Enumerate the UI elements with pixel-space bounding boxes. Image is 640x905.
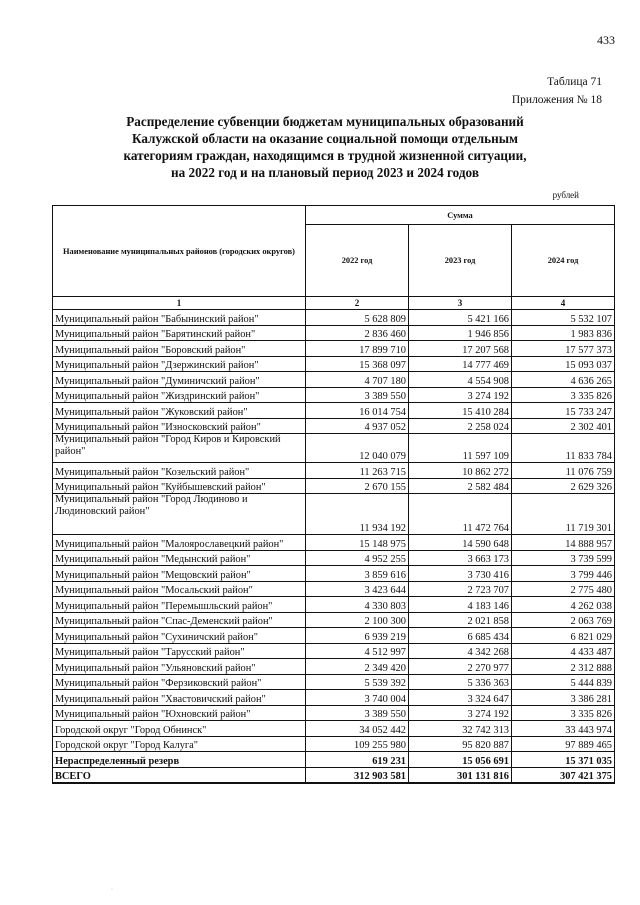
value-2023: 2 258 024 bbox=[409, 418, 512, 434]
value-2023: 14 777 469 bbox=[409, 356, 512, 372]
value-2022: 2 349 420 bbox=[306, 659, 409, 675]
value-2023: 6 685 434 bbox=[409, 628, 512, 644]
row-name: Муниципальный район "Медынский район" bbox=[53, 550, 306, 566]
value-2022: 4 937 052 bbox=[306, 418, 409, 434]
row-name: Городской округ "Город Обнинск" bbox=[53, 721, 306, 737]
table-row bbox=[53, 341, 615, 357]
value-2022: 15 368 097 bbox=[306, 356, 409, 372]
header-name-column: Наименование муниципальных районов (городских округов) bbox=[53, 206, 306, 297]
value-2024: 3 386 281 bbox=[512, 690, 615, 706]
table-row bbox=[53, 705, 615, 721]
column-number: 3 bbox=[409, 297, 512, 310]
value-2022: 3 389 550 bbox=[306, 705, 409, 721]
table-row bbox=[53, 628, 615, 644]
table-row bbox=[53, 736, 615, 752]
row-name: Муниципальный район "Боровский район" bbox=[53, 341, 306, 357]
value-2024: 1 983 836 bbox=[512, 325, 615, 341]
value-2024: 11 833 784 bbox=[512, 434, 615, 463]
value-2022: 619 231 bbox=[306, 752, 409, 768]
value-2022: 109 255 980 bbox=[306, 736, 409, 752]
value-2024: 4 636 265 bbox=[512, 372, 615, 388]
row-name: Муниципальный район "Куйбышевский район" bbox=[53, 478, 306, 494]
value-2023: 15 410 284 bbox=[409, 403, 512, 419]
value-2023: 32 742 313 bbox=[409, 721, 512, 737]
row-name: Муниципальный район "Ферзиковский район" bbox=[53, 674, 306, 690]
table-row bbox=[53, 418, 615, 434]
title-line: Калужской области на оказание социальной помощи отдельным bbox=[131, 131, 519, 146]
value-2023: 3 730 416 bbox=[409, 566, 512, 582]
table-row bbox=[53, 463, 615, 479]
row-name: Муниципальный район "Дзержинский район" bbox=[53, 356, 306, 372]
table-row bbox=[53, 612, 615, 628]
row-name: Городской округ "Город Калуга" bbox=[53, 736, 306, 752]
row-name: Муниципальный район "Мещовский район" bbox=[53, 566, 306, 582]
table-row bbox=[53, 310, 615, 326]
header-year-2024: 2024 год bbox=[512, 225, 615, 297]
value-2024: 11 076 759 bbox=[512, 463, 615, 479]
row-name: Муниципальный район "Жиздринский район" bbox=[53, 387, 306, 403]
row-name: Муниципальный район "Сухиничский район" bbox=[53, 628, 306, 644]
value-2024: 5 532 107 bbox=[512, 310, 615, 326]
row-name: Муниципальный район "Износковский район" bbox=[53, 418, 306, 434]
value-2022: 6 939 219 bbox=[306, 628, 409, 644]
row-name: ВСЕГО bbox=[53, 767, 306, 783]
row-name: Муниципальный район "Жуковский район" bbox=[53, 403, 306, 419]
value-2023: 1 946 856 bbox=[409, 325, 512, 341]
value-2022: 5 628 809 bbox=[306, 310, 409, 326]
value-2024: 15 371 035 bbox=[512, 752, 615, 768]
value-2024: 2 063 769 bbox=[512, 612, 615, 628]
value-2022: 5 539 392 bbox=[306, 674, 409, 690]
table-row bbox=[53, 403, 615, 419]
value-2023: 301 131 816 bbox=[409, 767, 512, 783]
value-2023: 2 270 977 bbox=[409, 659, 512, 675]
table-body bbox=[53, 310, 615, 784]
row-name: Муниципальный район "Козельский район" bbox=[53, 463, 306, 479]
table-row bbox=[53, 674, 615, 690]
value-2024: 17 577 373 bbox=[512, 341, 615, 357]
value-2022: 12 040 079 bbox=[306, 434, 409, 463]
header-sum: Сумма bbox=[306, 206, 615, 225]
appendix-reference: Приложения № 18 bbox=[511, 94, 602, 106]
table-row bbox=[53, 325, 615, 341]
value-2024: 6 821 029 bbox=[512, 628, 615, 644]
value-2023: 2 021 858 bbox=[409, 612, 512, 628]
value-2024: 3 335 826 bbox=[512, 705, 615, 721]
value-2022: 11 934 192 bbox=[306, 494, 409, 535]
value-2023: 11 472 764 bbox=[409, 494, 512, 535]
value-2024: 4 262 038 bbox=[512, 597, 615, 613]
header-year-2023: 2023 год bbox=[409, 225, 512, 297]
value-2022: 4 707 180 bbox=[306, 372, 409, 388]
table-row bbox=[53, 550, 615, 566]
title-line: категориям граждан, находящимся в трудной жизненной ситуации, bbox=[123, 148, 527, 163]
value-2023: 3 663 173 bbox=[409, 550, 512, 566]
page-number: 433 bbox=[597, 33, 615, 47]
scan-mark: · bbox=[111, 887, 113, 893]
value-2024: 2 302 401 bbox=[512, 418, 615, 434]
row-name: Муниципальный район "Бабынинский район" bbox=[53, 310, 306, 326]
value-2023: 10 862 272 bbox=[409, 463, 512, 479]
row-name: Нераспределенный резерв bbox=[53, 752, 306, 768]
value-2023: 3 274 192 bbox=[409, 387, 512, 403]
value-2024: 3 335 826 bbox=[512, 387, 615, 403]
table-row bbox=[53, 659, 615, 675]
value-2022: 15 148 975 bbox=[306, 535, 409, 551]
table-row bbox=[53, 387, 615, 403]
value-2024: 2 312 888 bbox=[512, 659, 615, 675]
row-name: Муниципальный район "Город Людиново и Людиновский район" bbox=[53, 494, 306, 535]
subvention-table bbox=[52, 205, 615, 784]
value-2022: 312 903 581 bbox=[306, 767, 409, 783]
value-2022: 3 859 616 bbox=[306, 566, 409, 582]
row-name: Муниципальный район "Мосальский район" bbox=[53, 581, 306, 597]
row-name: Муниципальный район "Перемышльский район" bbox=[53, 597, 306, 613]
value-2023: 4 183 146 bbox=[409, 597, 512, 613]
table-row bbox=[53, 434, 615, 463]
value-2024: 2 775 480 bbox=[512, 581, 615, 597]
value-2022: 2 670 155 bbox=[306, 478, 409, 494]
value-2022: 3 423 644 bbox=[306, 581, 409, 597]
table-reference: Таблица 71 bbox=[547, 76, 602, 88]
column-number: 1 bbox=[53, 297, 306, 310]
value-2022: 2 836 460 bbox=[306, 325, 409, 341]
value-2024: 97 889 465 bbox=[512, 736, 615, 752]
table-row bbox=[53, 767, 615, 783]
row-name: Муниципальный район "Спас-Деменский район" bbox=[53, 612, 306, 628]
value-2023: 11 597 109 bbox=[409, 434, 512, 463]
value-2023: 3 274 192 bbox=[409, 705, 512, 721]
row-name: Муниципальный район "Ульяновский район" bbox=[53, 659, 306, 675]
table-row bbox=[53, 581, 615, 597]
header-year-2022: 2022 год bbox=[306, 225, 409, 297]
value-2022: 11 263 715 bbox=[306, 463, 409, 479]
value-2023: 17 207 568 bbox=[409, 341, 512, 357]
value-2023: 4 342 268 bbox=[409, 643, 512, 659]
table-row bbox=[53, 721, 615, 737]
title-line: Распределение субвенции бюджетам муниципальных образований bbox=[126, 114, 524, 129]
row-name: Муниципальный район "Город Киров и Кировский район" bbox=[53, 434, 306, 463]
value-2022: 16 014 754 bbox=[306, 403, 409, 419]
title-line: на 2022 год и на плановый период 2023 и 2024 годов bbox=[171, 165, 479, 180]
unit-label: рублей bbox=[552, 190, 579, 200]
value-2023: 2 723 707 bbox=[409, 581, 512, 597]
value-2024: 14 888 957 bbox=[512, 535, 615, 551]
table-row bbox=[53, 372, 615, 388]
value-2022: 3 389 550 bbox=[306, 387, 409, 403]
value-2024: 5 444 839 bbox=[512, 674, 615, 690]
value-2024: 3 799 446 bbox=[512, 566, 615, 582]
value-2024: 4 433 487 bbox=[512, 643, 615, 659]
column-number: 4 bbox=[512, 297, 615, 310]
value-2023: 5 336 363 bbox=[409, 674, 512, 690]
table-row bbox=[53, 478, 615, 494]
value-2022: 3 740 004 bbox=[306, 690, 409, 706]
table-row bbox=[53, 494, 615, 535]
column-number: 2 bbox=[306, 297, 409, 310]
value-2024: 15 733 247 bbox=[512, 403, 615, 419]
table-row bbox=[53, 535, 615, 551]
value-2022: 4 512 997 bbox=[306, 643, 409, 659]
value-2023: 95 820 887 bbox=[409, 736, 512, 752]
value-2023: 14 590 648 bbox=[409, 535, 512, 551]
value-2023: 4 554 908 bbox=[409, 372, 512, 388]
row-name: Муниципальный район "Барятинский район" bbox=[53, 325, 306, 341]
value-2024: 3 739 599 bbox=[512, 550, 615, 566]
value-2023: 3 324 647 bbox=[409, 690, 512, 706]
table-row bbox=[53, 566, 615, 582]
value-2024: 15 093 037 bbox=[512, 356, 615, 372]
row-name: Муниципальный район "Думиничский район" bbox=[53, 372, 306, 388]
table-row bbox=[53, 597, 615, 613]
value-2023: 2 582 484 bbox=[409, 478, 512, 494]
value-2022: 2 100 300 bbox=[306, 612, 409, 628]
table-row bbox=[53, 643, 615, 659]
value-2022: 4 952 255 bbox=[306, 550, 409, 566]
row-name: Муниципальный район "Малоярославецкий район" bbox=[53, 535, 306, 551]
value-2024: 33 443 974 bbox=[512, 721, 615, 737]
value-2023: 15 056 691 bbox=[409, 752, 512, 768]
document-title bbox=[60, 113, 590, 181]
table-row bbox=[53, 690, 615, 706]
value-2022: 34 052 442 bbox=[306, 721, 409, 737]
value-2024: 307 421 375 bbox=[512, 767, 615, 783]
value-2022: 4 330 803 bbox=[306, 597, 409, 613]
row-name: Муниципальный район "Тарусский район" bbox=[53, 643, 306, 659]
value-2022: 17 899 710 bbox=[306, 341, 409, 357]
table-row bbox=[53, 356, 615, 372]
value-2023: 5 421 166 bbox=[409, 310, 512, 326]
table-row bbox=[53, 752, 615, 768]
value-2024: 2 629 326 bbox=[512, 478, 615, 494]
row-name: Муниципальный район "Хвастовичский район" bbox=[53, 690, 306, 706]
value-2024: 11 719 301 bbox=[512, 494, 615, 535]
row-name: Муниципальный район "Юхновский район" bbox=[53, 705, 306, 721]
